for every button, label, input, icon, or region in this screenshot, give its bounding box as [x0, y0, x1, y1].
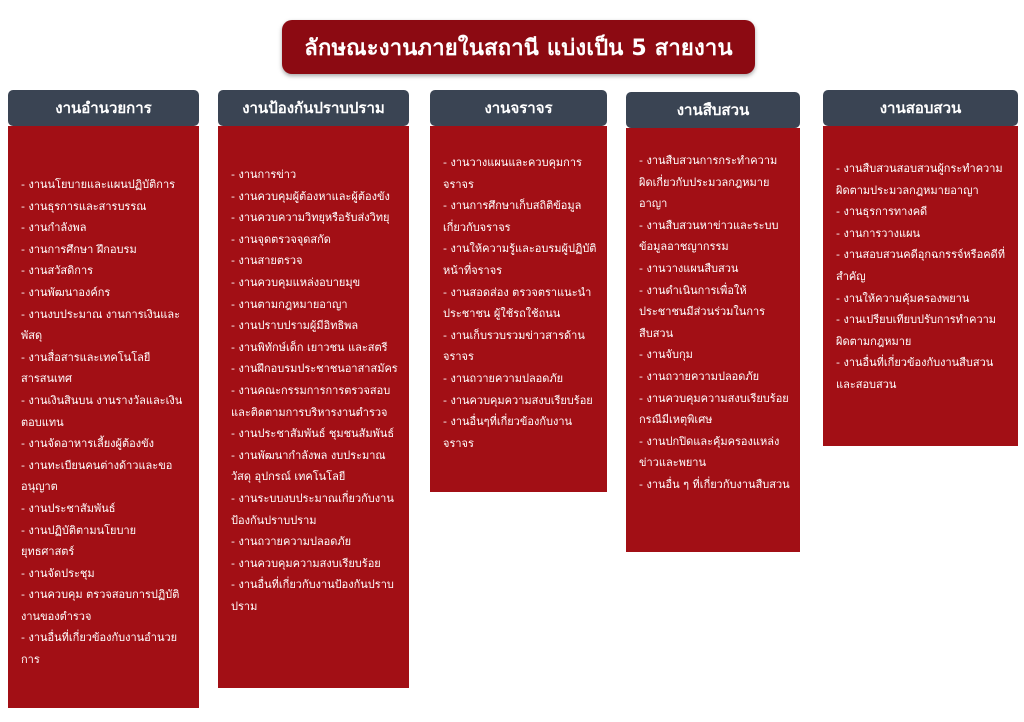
column-body-crime-prevention	[218, 126, 409, 688]
task-item: - งานควบคุมความสงบเรียบร้อย	[231, 556, 381, 570]
task-item: - งานกำลังพล	[21, 221, 87, 235]
task-item: - งานควบความวิทยุหรือรับส่งวิทยุ	[231, 211, 390, 225]
task-item: - งานพัฒนาองค์กร	[21, 285, 111, 299]
task-item: - งานประชาสัมพันธ์ ชุมชนสัมพันธ์	[231, 427, 395, 441]
task-item: - งานควบคุมผู้ต้องหาและผู้ต้องขัง	[231, 189, 390, 203]
column-body-administration	[8, 126, 199, 708]
task-item: - งานถวายความปลอดภัย	[639, 369, 760, 383]
task-item: - งานปกปิดและคุ้มครองแหล่งข่าวและพยาน	[639, 434, 780, 470]
task-list-administration	[21, 174, 189, 671]
task-item: - งานการศึกษาเก็บสถิติข้อมูลเกี่ยวกับจราจร	[443, 199, 582, 234]
column-header-administration: งานอำนวยการ	[8, 90, 199, 126]
task-item: - งานคณะกรรมการการตรวจสอบและติดตามการบริหารงานตำรวจ	[231, 383, 391, 419]
task-item: - งานการศึกษา ฝึกอบรม	[21, 242, 137, 256]
task-item: - งานทะเบียนคนต่างด้าวและขออนุญาต	[21, 458, 173, 494]
column-body-investigation	[626, 128, 800, 552]
column-header-traffic: งานจราจร	[430, 90, 607, 126]
task-item: - งานอื่นที่เกี่ยวข้องกับงานสืบสวนและสอบสวน	[836, 356, 994, 391]
task-item: - งานดำเนินการเพื่อให้ประชาชนมีส่วนร่วมในการสืบสวน	[639, 283, 766, 340]
task-item: - งานถวายความปลอดภัย	[231, 535, 352, 549]
task-item: - งานสืบสวนหาข่าวและระบบข้อมูลอาชญากรรม	[639, 218, 779, 254]
task-item: - งานตามกฎหมายอาญา	[231, 297, 348, 311]
task-item: - งานเก็บรวบรวมข่าวสารด้านจราจร	[443, 328, 585, 364]
task-list-traffic	[443, 152, 597, 454]
task-item: - งานสวัสดิการ	[21, 264, 94, 278]
task-item: - งานปฏิบัติตามนโยบายยุทธศาสตร์	[21, 523, 137, 559]
column-header-crime-prevention: งานป้องกันปราบปราม	[218, 90, 409, 126]
task-item: - งานฝึกอบรมประชาชนอาสาสมัคร	[231, 362, 398, 376]
task-item: - งานการข่าว	[231, 168, 297, 181]
task-item: - งานเปรียบเทียบปรับการทำความผิดตามกฎหมาย	[836, 313, 997, 348]
page-title: ลักษณะงานภายในสถานี แบ่งเป็น 5 สายงาน	[282, 20, 755, 74]
task-item: - งานงบประมาณ งานการเงินและพัสดุ	[21, 307, 181, 343]
task-list-inquiry	[836, 158, 1008, 396]
task-item: - งานควบคุมความสงบเรียบร้อยกรณีมีเหตุพิเศษ	[639, 391, 789, 427]
task-item: - งานจับกุม	[639, 348, 693, 362]
task-item: - งานสืบสวนการกระทำความผิดเกี่ยวกับประมวลกฎหมายอาญา	[639, 154, 778, 211]
task-item: - งานสอบสวนคดีอุกฉกรรจ์หรือคดีที่สำคัญ	[836, 248, 1005, 283]
task-item: - งานจัดประชุม	[21, 566, 95, 580]
column-header-investigation: งานสืบสวน	[626, 92, 800, 128]
task-list-investigation	[639, 150, 790, 496]
task-item: - งานเงินสินบน งานรางวัลและเงินตอบแทน	[21, 393, 183, 429]
task-item: - งานประชาสัมพันธ์	[21, 501, 116, 515]
task-item: - งานนโยบายและแผนปฏิบัติการ	[21, 178, 176, 191]
task-item: - งานวางแผนและควบคุมการจราจร	[443, 156, 582, 191]
task-item: - งานให้ความคุ้มครองพยาน	[836, 291, 970, 305]
task-item: - งานควบคุมแหล่งอบายมุข	[231, 275, 361, 289]
task-item: - งานถวายความปลอดภัย	[443, 371, 564, 385]
column-body-traffic	[430, 126, 607, 492]
task-item: - งานจัดอาหารเลี้ยงผู้ต้องขัง	[21, 437, 155, 451]
task-item: - งานอื่นที่เกี่ยวข้องกับงานอำนวยการ	[21, 631, 178, 667]
task-item: - งานอื่นที่เกี่ยวกับงานป้องกันปราบปราม	[231, 578, 394, 613]
task-item: - งานควบคุมความสงบเรียบร้อย	[443, 393, 593, 407]
task-item: - งานอื่น ๆ ที่เกี่ยวกับงานสืบสวน	[639, 477, 790, 491]
task-item: - งานการวางแผน	[836, 226, 921, 240]
task-item: - งานพัฒนากำลังพล งบประมาณ วัสดุ อุปกรณ์ เทคโนโลยี	[231, 448, 386, 484]
task-item: - งานปราบปรามผู้มีอิทธิพล	[231, 319, 359, 333]
column-header-inquiry: งานสอบสวน	[823, 90, 1018, 126]
column-body-inquiry	[823, 126, 1018, 446]
task-item: - งานอื่นๆที่เกี่ยวข้องกับงานจราจร	[443, 415, 573, 450]
task-item: - งานวางแผนสืบสวน	[639, 261, 739, 275]
task-item: - งานให้ความรู้และอบรมผู้ปฏิบัติหน้าที่จราจร	[443, 242, 597, 277]
task-item: - งานสืบสวนสอบสวนผู้กระทำความผิดตามประมวลกฎหมายอาญา	[836, 162, 1003, 197]
task-list-crime-prevention	[231, 164, 399, 617]
task-item: - งานควบคุม ตรวจสอบการปฏิบัติงานของตำรวจ	[21, 588, 180, 623]
task-item: - งานจุดตรวจจุดสกัด	[231, 232, 331, 246]
task-item: - งานสายตรวจ	[231, 254, 303, 268]
task-item: - งานสื่อสารและเทคโนโลยีสารสนเทศ	[21, 350, 151, 386]
task-item: - งานระบบงบประมาณเกี่ยวกับงานป้องกันปราบปราม	[231, 491, 394, 527]
task-item: - งานธุรการและสารบรรณ	[21, 199, 147, 213]
task-item: - งานสอดส่อง ตรวจตราแนะนำประชาชน ผู้ใช้รถใช้ถนน	[443, 285, 592, 321]
task-item: - งานธุรการทางคดี	[836, 205, 928, 219]
task-item: - งานพิทักษ์เด็ก เยาวชน และสตรี	[231, 340, 388, 354]
